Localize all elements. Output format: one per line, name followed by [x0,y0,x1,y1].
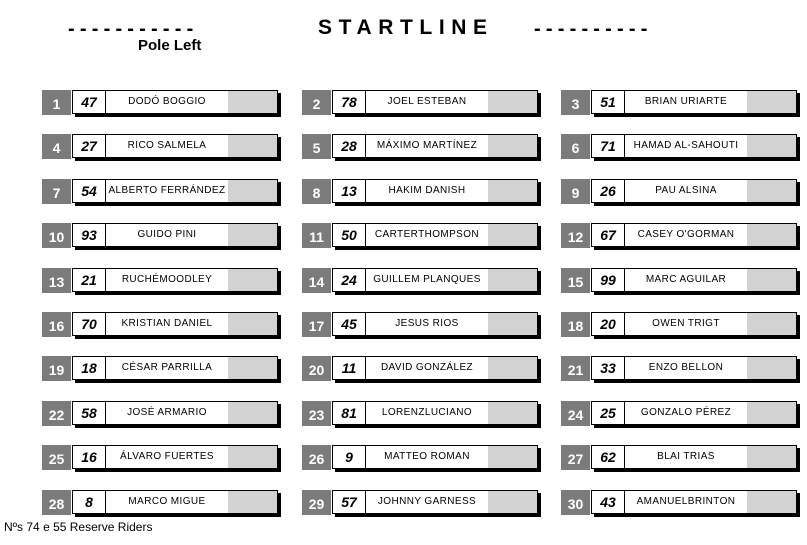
rider-name: CARTERTHOMPSON [365,224,488,246]
rider-number: 62 [600,449,616,465]
grid-position: 26 [302,445,331,470]
grid-position: 29 [302,490,331,515]
grid-slot [42,356,280,381]
grid-slot [561,490,799,515]
rider-card [72,401,278,425]
rider-name: LORENZLUCIANO [365,402,488,424]
grid-slot [302,445,540,470]
rider-card-fill [228,357,277,379]
rider-card [332,356,538,380]
grid-position: 24 [561,401,590,426]
grid-slot [302,90,540,115]
grid-slot [302,268,540,293]
rider-number: 28 [341,138,357,154]
rider-card [591,490,797,514]
rider-card [332,401,538,425]
rider-name: KRISTIAN DANIEL [105,313,228,335]
title-dashes-right: ---------- [534,18,653,40]
grid-position: 1 [42,90,71,115]
rider-number: 45 [341,316,357,332]
rider-card-fill [488,91,537,113]
rider-name: OWEN TRIGT [624,313,747,335]
rider-number: 21 [81,272,97,288]
rider-name: GUIDO PINI [105,224,228,246]
rider-card-fill [747,91,796,113]
rider-number: 78 [341,94,357,110]
rider-card-fill [747,313,796,335]
rider-name: JOHNNY GARNESS [365,491,488,513]
grid-position: 6 [561,134,590,159]
grid-position: 21 [561,356,590,381]
rider-card [332,134,538,158]
grid-position: 23 [302,401,331,426]
grid-slot [42,134,280,159]
rider-name: ENZO BELLON [624,357,747,379]
rider-card [72,268,278,292]
rider-card-fill [228,402,277,424]
rider-card [72,312,278,336]
rider-card-fill [488,224,537,246]
title-dashes-left: ----------- [68,18,199,40]
grid-position: 8 [302,179,331,204]
rider-card [591,312,797,336]
rider-card [72,356,278,380]
rider-card-fill [488,446,537,468]
rider-name: DODÓ BOGGIO [105,91,228,113]
grid-position: 20 [302,356,331,381]
rider-name: MÁXIMO MARTÍNEZ [365,135,488,157]
rider-name: GONZALO PÉREZ [624,402,747,424]
rider-number: 20 [600,316,616,332]
grid-position: 19 [42,356,71,381]
rider-card-fill [488,180,537,202]
rider-number: 27 [81,138,97,154]
rider-card [591,179,797,203]
rider-name: GUILLEM PLANQUES [365,269,488,291]
rider-card [72,445,278,469]
rider-name: MARC AGUILAR [624,269,747,291]
grid-position: 7 [42,179,71,204]
rider-name: ÁLVARO FUERTES [105,446,228,468]
rider-number: 58 [81,405,97,421]
rider-name: HAKIM DANISH [365,180,488,202]
grid-slot [561,445,799,470]
rider-card [72,134,278,158]
rider-number: 51 [600,94,616,110]
rider-card [591,401,797,425]
rider-card-fill [488,491,537,513]
rider-number: 50 [341,227,357,243]
rider-card [332,223,538,247]
rider-card-fill [228,180,277,202]
rider-card-fill [228,135,277,157]
grid-slot [42,268,280,293]
rider-card [72,179,278,203]
rider-name: BLAI TRIAS [624,446,747,468]
rider-card [591,445,797,469]
rider-number: 47 [81,94,97,110]
grid-slot [42,312,280,337]
rider-card [72,490,278,514]
rider-card [72,223,278,247]
rider-number: 26 [600,183,616,199]
rider-number: 11 [341,360,357,376]
grid-slot [42,179,280,204]
rider-card [332,312,538,336]
rider-name: DAVID GONZÁLEZ [365,357,488,379]
rider-number: 9 [345,449,353,465]
grid-position: 12 [561,223,590,248]
rider-card-fill [228,269,277,291]
rider-number: 57 [341,494,357,510]
rider-name: MARCO MIGUE [105,491,228,513]
grid-slot [42,401,280,426]
grid-position: 11 [302,223,331,248]
rider-card-fill [488,313,537,335]
rider-name: ALBERTO FERRÁNDEZ [105,180,228,202]
rider-name: PAU ALSINA [624,180,747,202]
grid-slot [302,223,540,248]
grid-slot [561,134,799,159]
rider-number: 25 [600,405,616,421]
rider-card-fill [747,135,796,157]
rider-card-fill [747,446,796,468]
rider-number: 24 [341,272,357,288]
rider-card-fill [747,224,796,246]
grid-position: 10 [42,223,71,248]
grid-position: 27 [561,445,590,470]
grid-slot [42,223,280,248]
rider-name: JOSÉ ARMARIO [105,402,228,424]
grid-position: 25 [42,445,71,470]
rider-card [332,90,538,114]
grid-position: 17 [302,312,331,337]
grid-slot [42,490,280,515]
rider-card [72,90,278,114]
rider-name: AMANUELBRINTON [624,491,747,513]
grid-slot [302,134,540,159]
rider-number: 71 [600,138,616,154]
rider-number: 8 [85,494,93,510]
grid-position: 3 [561,90,590,115]
grid-position: 4 [42,134,71,159]
grid-slot [561,179,799,204]
rider-number: 99 [600,272,616,288]
grid-slot [302,490,540,515]
rider-name: CASEY O'GORMAN [624,224,747,246]
rider-number: 67 [600,227,616,243]
rider-card-fill [747,357,796,379]
grid-position: 14 [302,268,331,293]
grid-position: 22 [42,401,71,426]
grid-slot [302,179,540,204]
rider-card [591,90,797,114]
rider-number: 13 [341,183,357,199]
rider-name: CÉSAR PARRILLA [105,357,228,379]
grid-slot [42,90,280,115]
grid-slot [302,356,540,381]
rider-number: 54 [81,183,97,199]
page-title: STARTLINE [318,16,494,39]
rider-card-fill [228,446,277,468]
rider-name: MATTEO ROMAN [365,446,488,468]
rider-name: JOEL ESTEBAN [365,91,488,113]
rider-name: RICO SALMELA [105,135,228,157]
rider-card [591,134,797,158]
grid-position: 30 [561,490,590,515]
rider-number: 43 [600,494,616,510]
grid-position: 16 [42,312,71,337]
grid-position: 18 [561,312,590,337]
rider-number: 81 [341,405,357,421]
grid-position: 9 [561,179,590,204]
rider-name: RUCHÉMOODLEY [105,269,228,291]
grid-slot [561,268,799,293]
grid-position: 5 [302,134,331,159]
rider-card [332,268,538,292]
rider-card [332,445,538,469]
rider-name: BRIAN URIARTE [624,91,747,113]
rider-card-fill [747,491,796,513]
rider-card-fill [228,91,277,113]
grid-slot [302,401,540,426]
grid-slot [561,90,799,115]
rider-card-fill [747,180,796,202]
rider-number: 16 [81,449,97,465]
rider-card-fill [228,313,277,335]
pole-label: Pole Left [138,37,202,54]
rider-card-fill [228,224,277,246]
grid-slot [42,445,280,470]
grid-position: 2 [302,90,331,115]
rider-number: 70 [81,316,97,332]
grid-position: 13 [42,268,71,293]
grid-slot [561,312,799,337]
title-row [0,14,807,46]
grid-slot [561,223,799,248]
rider-card-fill [488,402,537,424]
grid-position: 15 [561,268,590,293]
rider-card [332,490,538,514]
rider-card-fill [747,269,796,291]
rider-name: HAMAD AL-SAHOUTI [624,135,747,157]
reserve-riders-note: Nºs 74 e 55 Reserve Riders [4,520,153,534]
grid-slot [302,312,540,337]
grid-slot [561,356,799,381]
rider-card-fill [747,402,796,424]
rider-card-fill [488,135,537,157]
rider-name: JESUS RIOS [365,313,488,335]
grid-position: 28 [42,490,71,515]
rider-number: 18 [81,360,97,376]
rider-card-fill [488,269,537,291]
grid-slot [561,401,799,426]
rider-number: 93 [81,227,97,243]
rider-card [332,179,538,203]
rider-card-fill [488,357,537,379]
rider-card [591,223,797,247]
rider-number: 33 [600,360,616,376]
rider-card-fill [228,491,277,513]
rider-card [591,356,797,380]
rider-card [591,268,797,292]
